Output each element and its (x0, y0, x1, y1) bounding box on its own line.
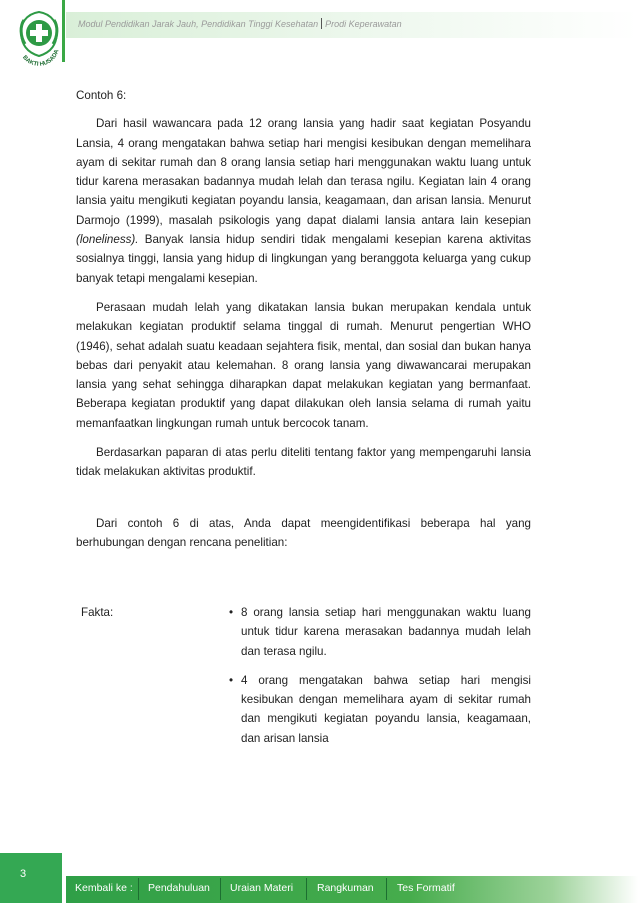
list-item (229, 671, 531, 748)
paragraph-2: Perasaan mudah lelah yang dikatakan lansia bukan merupakan kendala untuk melakukan kegiatan produktif selama tinggal di rumah. Menurut pengertian WHO (1946), sehat adalah suatu keadaan sejahtera fisik, mental, dan sosial dan bukan hanya bebas dari penyakit atau kelemahan. 8 orang lansia yang diwawancarai merupakan lansia yang sehat sehingga diharapkan dapat melakukan kegiatan yang bermanfaat. Beberapa kegiatan produktif yang dapat dilakukan oleh lansia selama di rumah yaitu memanfaatkan lingkungan rumah untuk bercocok tanam. (76, 300, 531, 430)
main-content (76, 86, 531, 562)
header-title (78, 18, 402, 29)
header-module-title: Modul Pendidikan Jarak Jauh, Pendidikan Tinggi Kesehatan (78, 19, 319, 29)
logo-text: BAKTI HUSADA (21, 48, 61, 68)
header-separator (321, 18, 322, 29)
bullet-icon: • (229, 606, 234, 619)
bakti-husada-logo-icon (12, 6, 66, 78)
example-heading: Contoh 6: (76, 89, 127, 102)
fakta-label: Fakta: (81, 606, 114, 619)
spacer (76, 492, 531, 514)
nav-divider (306, 878, 307, 900)
paragraph-4: Dari contoh 6 di atas, Anda dapat meengidentifikasi beberapa hal yang berhubungan dengan rencana penelitian: (76, 516, 531, 549)
paragraph-1-part-b: Banyak lansia hidup sendiri tidak mengalami kesepian karena aktivitas sosialnya tinggi, lansia yang hidup di lingkungan yang beranggota keluarga yang cukup banyak tetapi mengalami kesepian. (76, 233, 531, 285)
paragraph-1-part-a: Dari hasil wawancara pada 12 orang lansia yang hadir saat kegiatan Posyandu Lansia, 4 orang mengatakan bahwa setiap hari mengisi kesibukan dengan memelihara ayam di sekitar rumah dan 8 orang lansia setiap hari menggunakan waktu luang untuk tidur karena merasakan badannya mudah lelah dan terasa ngilu. Kegiatan lain 4 orang lansia yaitu mengikuti kegiatan poyandu lansia, keagamaan, dan arisan lansia. Menurut Darmojo (1999), masalah psikologis yang dapat dialami lansia antara lain kesepian (76, 117, 531, 227)
fakta-list (229, 603, 531, 758)
header-program: Prodi Keperawatan (325, 19, 402, 29)
nav-link-uraian-materi[interactable]: Uraian Materi (230, 882, 294, 894)
nav-link-rangkuman[interactable]: Rangkuman (317, 882, 374, 894)
list-item (229, 603, 531, 661)
nav-divider (386, 878, 387, 900)
page-number: 3 (20, 868, 27, 880)
page-number-tab (0, 853, 62, 903)
list-item-text: 8 orang lansia setiap hari menggunakan waktu luang untuk tidur karena merasakan badannya mudah lelah dan terasa ngilu. (241, 606, 531, 658)
nav-link-tes-formatif[interactable]: Tes Formatif (397, 882, 455, 894)
paragraph-1 (76, 114, 531, 288)
paragraph-3: Berdasarkan paparan di atas perlu diteliti tentang faktor yang mempengaruhi lansia tidak melakukan aktivitas produktif. (76, 446, 531, 479)
nav-divider (138, 878, 139, 900)
paragraph-1-emphasis: (loneliness). (76, 233, 139, 247)
nav-link-pendahuluan[interactable]: Pendahuluan (148, 882, 210, 894)
nav-divider (220, 878, 221, 900)
list-item-text: 4 orang mengatakan bahwa setiap hari mengisi kesibukan dengan memelihara ayam di sekitar rumah dan mengikuti kegiatan poyandu lansia, keagamaan, dan arisan lansia (241, 673, 531, 745)
bullet-icon: • (229, 673, 234, 687)
back-label: Kembali ke : (75, 882, 133, 894)
